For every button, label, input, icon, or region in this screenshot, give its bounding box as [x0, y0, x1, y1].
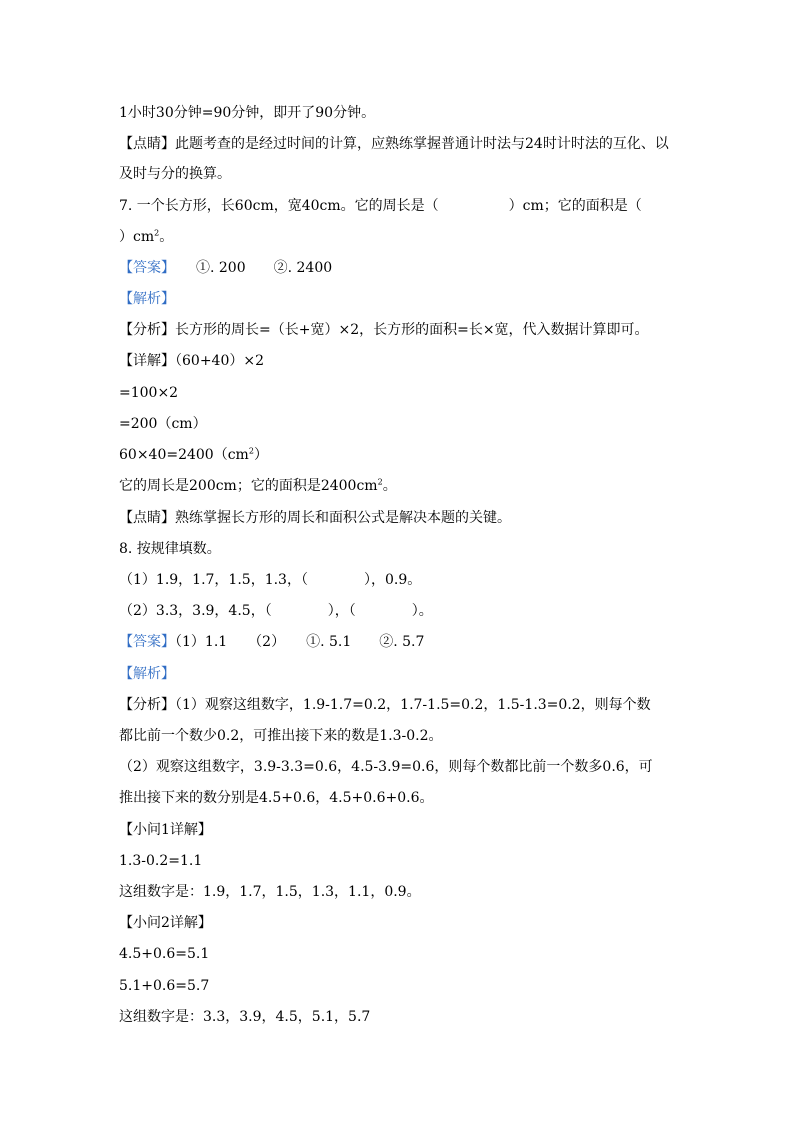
text-line: =100×2: [119, 385, 179, 401]
text-line: 5.1+0.6=5.7: [119, 978, 210, 994]
text-content: 它的周长是200cm；它的面积是2400cm: [119, 478, 378, 494]
answer-line: [119, 632, 424, 652]
analysis-label: 【解析】: [119, 291, 175, 307]
text-content: 此题考查的是经过时间的计算，应熟练掌握普通计时法与24时计时法的互化、以: [175, 136, 669, 152]
text-content: ）: [253, 447, 268, 463]
answer-label: 【答案】: [119, 634, 175, 650]
superscript: 2: [154, 228, 160, 238]
text-line: 1.3-0.2=1.1: [119, 853, 203, 869]
text-line: [119, 320, 649, 340]
text-content: 。: [159, 229, 174, 245]
text-line: 1小时30分钟=90分钟，即开了90分钟。: [119, 105, 376, 121]
superscript: 2: [377, 477, 383, 487]
text-line: =200（cm）: [119, 416, 207, 432]
text-line: [119, 445, 268, 465]
text-content: 。: [382, 478, 397, 494]
answer-line: [119, 258, 332, 278]
analysis-label: 【解析】: [119, 666, 175, 682]
text-line: [119, 134, 669, 154]
text-line: （2）观察这组数字，3.9-3.3=0.6，4.5-3.9=0.6，则每个数都比前一个数多0.6，可: [119, 759, 653, 775]
xiangjie-label: 【详解】: [119, 353, 175, 369]
superscript: 2: [248, 446, 254, 456]
text-line: [119, 351, 264, 371]
text-content: （60+40）×2: [175, 353, 264, 369]
text-line: 推出接下来的数分别是4.5+0.6，4.5+0.6+0.6。: [119, 790, 434, 806]
text-line: [119, 508, 511, 528]
text-line: （1）1.9，1.7，1.5，1.3，（ ），0.9。: [119, 572, 422, 588]
text-content: 60×40=2400（cm: [119, 447, 249, 463]
text-line: [119, 695, 651, 715]
fenxi-label: 【分析】: [119, 322, 175, 338]
text-line: 及时与分的换算。: [119, 166, 231, 182]
sub-question-2-heading: 【小问2详解】: [119, 915, 212, 931]
dianjing-label: 【点睛】: [119, 136, 175, 152]
text-line: [119, 476, 397, 496]
sub-question-1-heading: 【小问1详解】: [119, 822, 212, 838]
text-line: （2）3.3，3.9，4.5，（ ），（ ）。: [119, 603, 433, 619]
dianjing-label: 【点睛】: [119, 510, 175, 526]
text-line: 4.5+0.6=5.1: [119, 946, 210, 962]
text-content: ）cm: [119, 229, 155, 245]
text-content: （1）观察这组数字，1.9-1.7=0.2，1.7-1.5=0.2，1.5-1.3=0.2，则每个数: [175, 697, 651, 713]
text-line: 这组数字是：3.3，3.9，4.5，5.1，5.7: [119, 1009, 371, 1025]
text-content: 熟练掌握长方形的周长和面积公式是解决本题的关键。: [175, 510, 511, 526]
text-line: [119, 227, 173, 247]
question-8: 8. 按规律填数。: [119, 541, 221, 557]
answer-label: 【答案】: [119, 260, 168, 276]
question-7: 7. 一个长方形，长60cm，宽40cm。它的周长是（ ）cm；它的面积是（: [119, 198, 642, 214]
text-line: 这组数字是：1.9，1.7，1.5，1.3，1.1，0.9。: [119, 884, 421, 900]
text-content: 长方形的周长=（长+宽）×2，长方形的面积=长×宽，代入数据计算即可。: [175, 322, 649, 338]
text-line: 都比前一个数少0.2，可推出接下来的数是1.3-0.2。: [119, 728, 443, 744]
answer-content: ①. 200 ②. 2400: [168, 260, 333, 276]
answer-content: （1）1.1 （2） ①. 5.1 ②. 5.7: [175, 634, 425, 650]
fenxi-label: 【分析】: [119, 697, 175, 713]
